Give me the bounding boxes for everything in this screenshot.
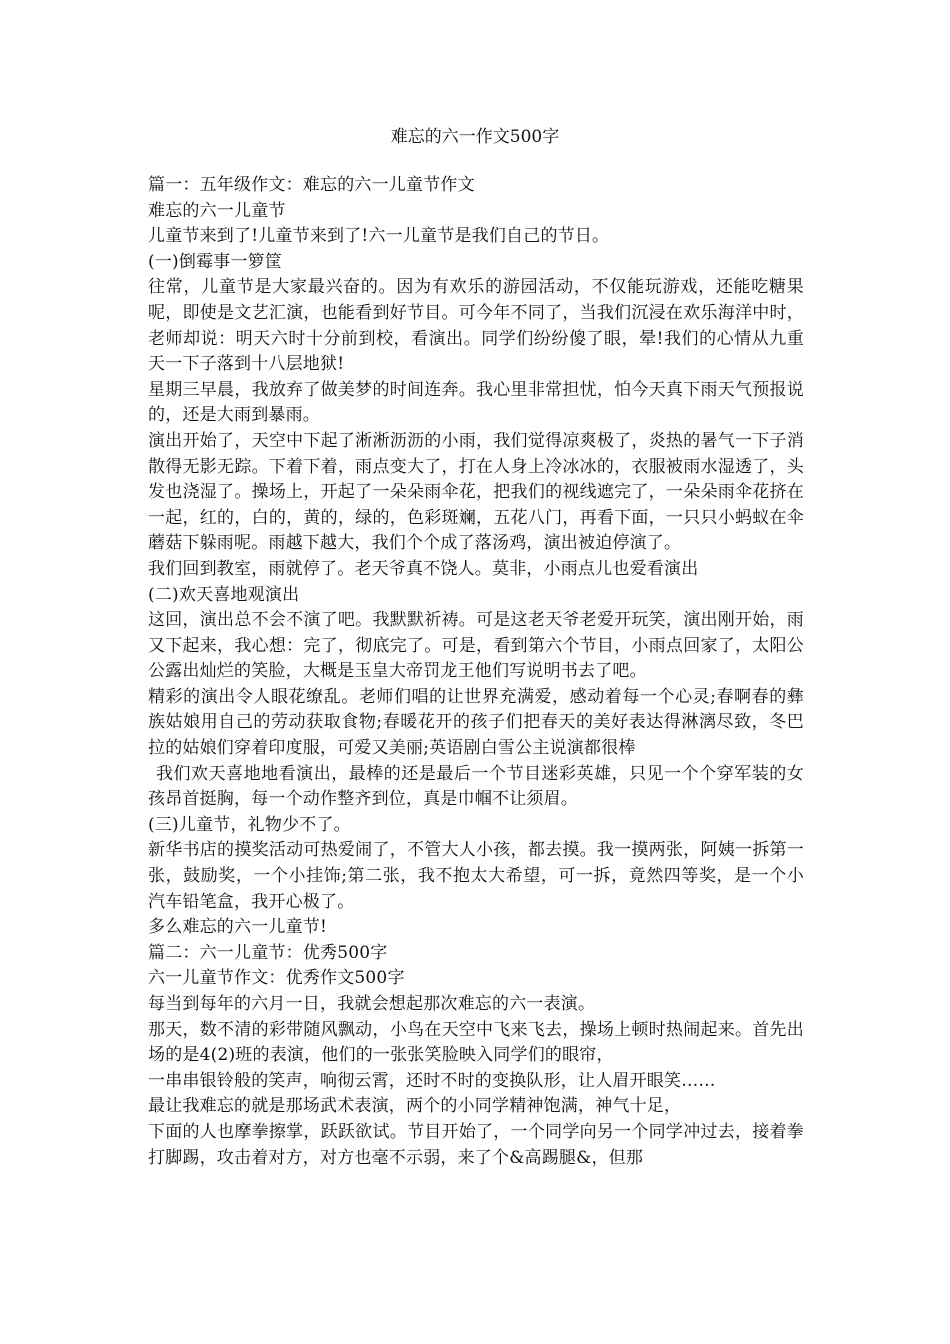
paragraph: 多么难忘的六一儿童节! — [148, 917, 328, 938]
section-heading: 篇二：六一儿童节：优秀500字 — [148, 942, 388, 963]
paragraph: 我们回到教室，雨就停了。老天爷真不饶人。莫非，小雨点儿也爱看演出 — [148, 558, 699, 579]
paragraph: 精彩的演出令人眼花缭乱。老师们唱的让世界充满爱，感动着每一个心灵;春啊春的彝族姑娘用自己的劳动获取食物;春暖花开的孩子们把春天的美好表达得淋漓尽致，冬巴拉的姑娘们穿着印度服，可爱又美丽;英语剧白雪公主说演都很棒 — [148, 686, 804, 759]
document-title: 难忘的六一作文500字 — [390, 127, 560, 147]
section-heading: 篇一：五年级作文：难忘的六一儿童节作文 — [148, 175, 475, 195]
essay-title: 六一儿童节作文：优秀作文500字 — [148, 968, 405, 989]
document-body — [148, 173, 804, 1171]
essay-title: 难忘的六一儿童节 — [148, 200, 286, 221]
paragraph: 新华书店的摸奖活动可热爱闹了，不管大人小孩，都去摸。我一摸两张，阿姨一拆第一张，鼓励奖，一个小挂饰;第二张，我不抱太大希望，可一拆，竟然四等奖，是一个小汽车铅笔盒，我开心极了。 — [148, 840, 804, 912]
paragraph: 儿童节来到了!儿童节来到了!六一儿童节是我们自己的节日。 — [148, 226, 610, 247]
paragraph: 我们欢天喜地地看演出，最棒的还是最后一个节目迷彩英雄，只见一个个穿军装的女孩昂首挺胸，每一个动作整齐到位，真是巾帼不让须眉。 — [148, 763, 804, 810]
paragraph: 每当到每年的六月一日，我就会想起那次难忘的六一表演。 — [148, 994, 596, 1014]
paragraph: 最让我难忘的就是那场武术表演，两个的小同学精神饱满，神气十足， — [148, 1096, 682, 1117]
subheading: (一)倒霉事一箩筐 — [148, 251, 283, 272]
subheading: (二)欢天喜地观演出 — [148, 584, 300, 605]
paragraph: 往常，儿童节是大家最兴奋的。因为有欢乐的游园活动，不仅能玩游戏，还能吃糖果呢，即使是文艺汇演，也能看到好节目。可今年不同了，当我们沉浸在欢乐海洋中时，老师却说：明天六时十分前到校，看演出。同学们纷纷傻了眼，晕!我们的心情从九重天一下子落到十八层地狱! — [148, 277, 804, 375]
paragraph: 演出开始了，天空中下起了淅淅沥沥的小雨，我们觉得凉爽极了，炎热的暑气一下子消散得无影无踪。下着下着，雨点变大了，打在人身上冷冰冰的，衣服被雨水湿透了，头发也浇湿了。操场上，开起了一朵朵雨伞花，把我们的视线遮完了，一朵朵雨伞花挤在一起，红的，白的，黄的，绿的，色彩斑斓，五花八门，再看下面，一只只小蚂蚁在伞蘑菇下躲雨呢。雨越下越大，我们个个成了落汤鸡，演出被迫停演了。 — [148, 430, 804, 554]
paragraph: 这回，演出总不会不演了吧。我默默祈祷。可是这老天爷老爱开玩笑，演出刚开始，雨又下起来，我心想：完了，彻底完了。可是，看到第六个节目，小雨点回家了，太阳公公露出灿烂的笑脸，大概是玉皇大帝罚龙王他们写说明书去了吧。 — [148, 610, 804, 682]
subheading: (三)儿童节，礼物少不了。 — [148, 814, 351, 835]
paragraph: 一串串银铃般的笑声，响彻云霄，还时不时的变换队形，让人眉开眼笑…… — [148, 1070, 716, 1091]
paragraph: 星期三早晨，我放弃了做美梦的时间连奔。我心里非常担忧，怕今天真下雨天气预报说的，还是大雨到暴雨。 — [148, 379, 804, 426]
paragraph: 下面的人也摩拳擦掌，跃跃欲试。节目开始了，一个同学向另一个同学冲过去，接着拳打脚踢，攻击着对方，对方也毫不示弱，来了个&高踢腿&，但那 — [148, 1121, 804, 1168]
paragraph: 那天，数不清的彩带随风飘动，小鸟在天空中飞来飞去，操场上顿时热闹起来。首先出场的是4(2)班的表演，他们的一张张笑脸映入同学们的眼帘， — [148, 1019, 804, 1066]
